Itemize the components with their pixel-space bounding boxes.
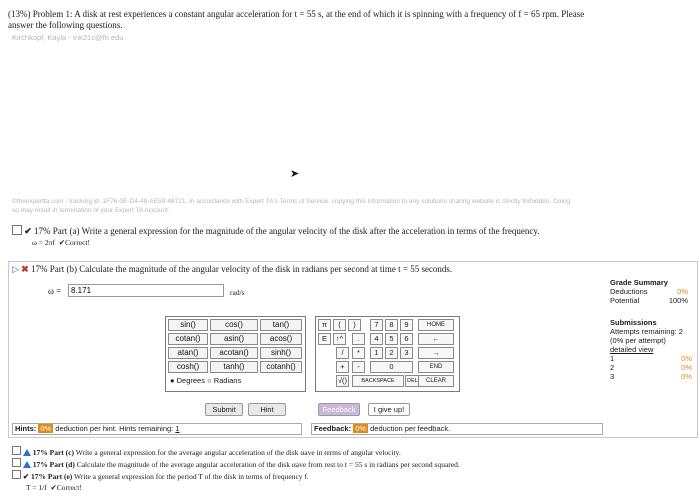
deductions-label: Deductions — [610, 287, 648, 296]
sinh-button[interactable]: sinh() — [260, 347, 302, 359]
e-key[interactable]: E — [318, 333, 331, 345]
problem-header — [8, 9, 698, 31]
feedback-text: deduction per feedback. — [370, 424, 451, 433]
del-key[interactable]: DEL — [405, 375, 420, 387]
decimal-key[interactable]: . — [352, 333, 365, 345]
cotanh-button[interactable]: cotanh() — [260, 361, 302, 373]
digit-4-key[interactable]: 4 — [370, 333, 383, 345]
submission-row: 2 0% — [610, 363, 692, 372]
give-up-button[interactable]: I give up! — [368, 403, 410, 416]
backspace-key[interactable]: BACKSPACE — [352, 375, 404, 387]
cotan-button[interactable]: cotan() — [168, 333, 208, 345]
expand-arrow-icon[interactable]: ▷ — [12, 264, 19, 274]
digit-5-key[interactable]: 5 — [385, 333, 398, 345]
part-a-label: 17% Part (a) — [34, 226, 80, 236]
remaining-parts — [12, 446, 460, 493]
submission-row: 3 0% — [610, 372, 692, 381]
cosh-button[interactable]: cosh() — [168, 361, 208, 373]
hint-button[interactable]: Hint — [248, 403, 286, 416]
mouse-cursor-icon: ➤ — [290, 168, 300, 180]
pi-key[interactable]: π — [318, 319, 331, 331]
problem-title-cont: answer the following questions. — [8, 20, 123, 30]
part-b-header — [12, 264, 452, 275]
warning-x-icon: ✖ — [21, 264, 29, 274]
open-paren-key[interactable]: ( — [333, 319, 346, 331]
attempts-remaining: Attempts remaining: 2 — [610, 327, 683, 336]
power-key[interactable]: ↑^ — [333, 333, 346, 345]
collapse-icon — [12, 446, 21, 455]
plus-key[interactable]: + — [336, 361, 349, 373]
part-a-answer: ω = 2πf — [32, 238, 55, 247]
grade-title: Grade Summary — [610, 278, 668, 287]
feedback-bar — [311, 423, 603, 435]
arrow-left-key[interactable]: ← — [418, 333, 454, 345]
digit-0-key[interactable]: 0 — [370, 361, 413, 373]
author-line: Kirchkopf, Kayla - Ink21c@fn.edu — [12, 33, 124, 42]
clear-key[interactable]: CLEAR — [418, 375, 454, 387]
digit-7-key[interactable]: 7 — [370, 319, 383, 331]
check-icon: ✔ — [22, 472, 30, 481]
feedback-label: Feedback: — [314, 424, 352, 433]
degrees-label: Degrees — [176, 376, 205, 385]
asin-button[interactable]: asin() — [210, 333, 258, 345]
part-a-collapse-icon[interactable] — [12, 225, 22, 235]
arrow-right-key[interactable]: → — [418, 347, 454, 359]
warning-triangle-icon — [23, 449, 31, 456]
close-paren-key[interactable]: ) — [348, 319, 361, 331]
part-c-row[interactable]: 17% Part (c) Write a general expression for the average angular acceleration of the disk αave in terms of angular velocity. — [12, 446, 460, 458]
part-a[interactable] — [12, 225, 540, 237]
copyright-notice — [12, 198, 697, 215]
digit-9-key[interactable]: 9 — [400, 319, 413, 331]
digit-1-key[interactable]: 1 — [370, 347, 383, 359]
submissions-panel — [610, 318, 692, 381]
sin-button[interactable]: sin() — [168, 319, 208, 331]
home-key[interactable]: HOME — [418, 319, 454, 331]
part-e-row[interactable]: ✔ 17% Part (e) Write a general expression for the period T of the disk in terms of frequency f. — [12, 470, 460, 482]
radians-label: Radians — [213, 376, 242, 385]
digit-2-key[interactable]: 2 — [385, 347, 398, 359]
radians-radio[interactable]: ○ — [207, 376, 212, 385]
digit-6-key[interactable]: 6 — [400, 333, 413, 345]
angle-mode — [170, 376, 241, 385]
digit-8-key[interactable]: 8 — [385, 319, 398, 331]
degrees-radio[interactable]: ● — [170, 376, 175, 385]
part-d-row[interactable]: 17% Part (d) Calculate the magnitude of the average angular acceleration of the disk αave from rest to t = 55 s in radians per second squared. — [12, 458, 460, 470]
acotan-button[interactable]: acotan() — [210, 347, 258, 359]
part-a-result — [32, 238, 90, 247]
submissions-title: Submissions — [610, 318, 657, 327]
collapse-icon — [12, 470, 21, 479]
part-b-text: Calculate the magnitude of the angular velocity of the disk in radians per second at time t = 55 seconds. — [79, 264, 453, 274]
check-icon: ✔ — [24, 226, 32, 236]
minus-key[interactable]: - — [352, 361, 365, 373]
deductions-value: 0% — [677, 287, 688, 296]
submit-button[interactable]: Submit — [205, 403, 243, 416]
part-b-label: 17% Part (b) — [30, 264, 77, 274]
detailed-view-link[interactable]: detailed view — [610, 345, 654, 354]
sqrt-key[interactable]: √() — [337, 376, 348, 385]
submission-row: 1 0% — [610, 354, 692, 363]
collapse-icon — [12, 458, 21, 467]
divide-key[interactable]: / — [336, 347, 349, 359]
part-b-var: ω = — [48, 286, 62, 296]
cos-button[interactable]: cos() — [210, 319, 258, 331]
feedback-pct: 0% — [355, 424, 367, 433]
copyright-line-2: so may result in termination of your Expert TA Account. — [12, 206, 170, 214]
part-a-status: ✔Correct! — [58, 238, 90, 247]
grade-summary — [610, 278, 688, 305]
digit-3-key[interactable]: 3 — [400, 347, 413, 359]
copyright-line-1: ©theexpertta.com - tracking id: 1F76-0E-D4-48-AE59-48721. In accordance with Expert TA's Terms of Service, copying this information to any solutions sharing website is strictly forbidden. Doing — [12, 198, 571, 205]
per-attempt: (0% per attempt) — [610, 336, 666, 345]
hints-remaining: 1 — [175, 424, 180, 433]
hints-pct: 0% — [40, 424, 52, 433]
acos-button[interactable]: acos() — [260, 333, 302, 345]
potential-value: 100% — [668, 296, 688, 305]
end-key[interactable]: END — [418, 361, 454, 373]
tan-button[interactable]: tan() — [260, 319, 302, 331]
atan-button[interactable]: atan() — [168, 347, 208, 359]
answer-unit: rad/s — [230, 288, 245, 297]
part-a-text: Write a general expression for the magnitude of the angular velocity of the disk after the acceleration in terms of the frequency. — [81, 226, 540, 236]
tanh-button[interactable]: tanh() — [210, 361, 258, 373]
problem-title: (13%) Problem 1: A disk at rest experiences a constant angular acceleration for t = 55 s, at the end of which it is spinning with a frequency of f = 65 rpm. Please — [8, 9, 585, 19]
hints-bar — [12, 423, 302, 435]
multiply-key[interactable]: * — [352, 347, 365, 359]
hints-text: deduction per hint. Hints remaining: — [55, 424, 174, 433]
warning-triangle-icon — [23, 461, 31, 468]
hints-label: Hints: — [15, 424, 37, 433]
part-e-result: T = 1/f ✔Correct! — [26, 483, 82, 492]
answer-input[interactable] — [68, 284, 224, 297]
potential-label: Potential — [610, 296, 640, 305]
feedback-button[interactable]: Feedback — [318, 403, 360, 416]
